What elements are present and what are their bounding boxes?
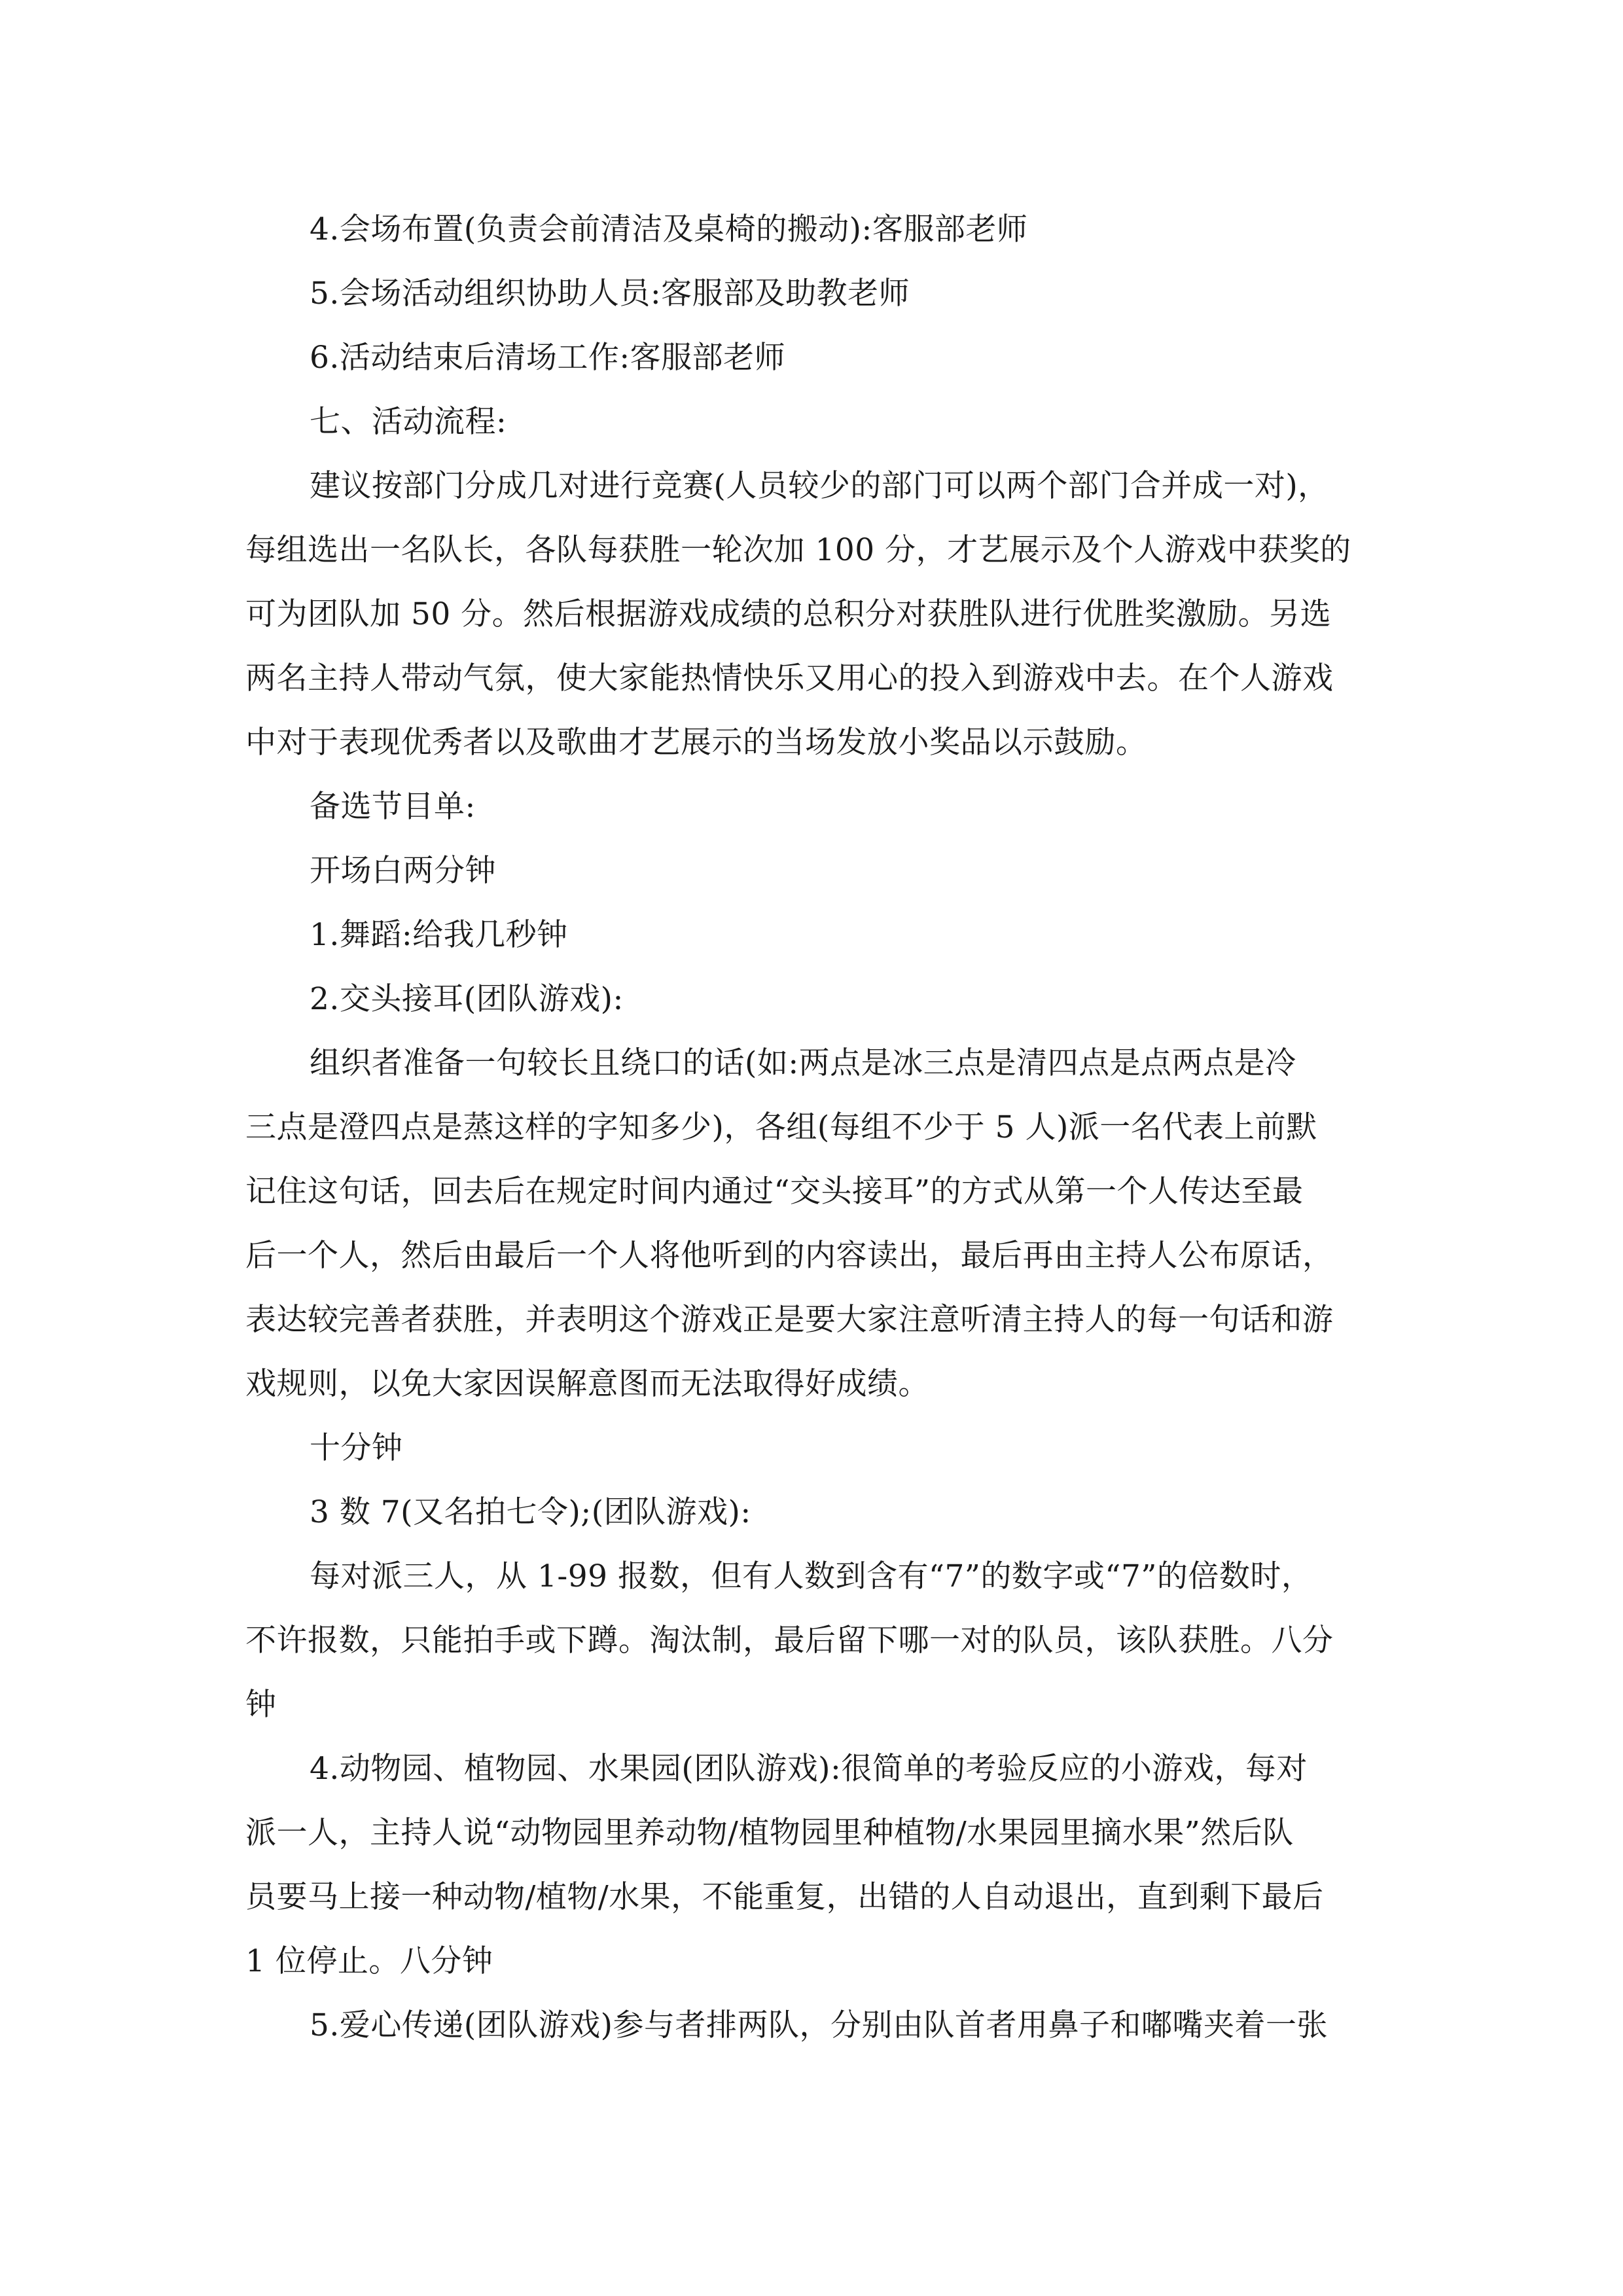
paragraph xyxy=(245,390,1378,454)
text-line: 备选节目单: xyxy=(310,789,476,825)
text-line: 不许报数，只能拍手或下蹲。淘汰制，最后留下哪一对的队员，该队获胜。八分 xyxy=(245,1623,1334,1659)
paragraph xyxy=(245,326,1378,390)
text-line: 三点是澄四点是蒸这样的字知多少)，各组(每组不少于 5 人)派一名代表上前默 xyxy=(245,1109,1317,1145)
text-line: 4.动物园、植物园、水果园(团队游戏):很简单的考验反应的小游戏，每对 xyxy=(310,1751,1308,1787)
paragraph xyxy=(245,198,1378,262)
text-line: 中对于表现优秀者以及歌曲才艺展示的当场发放小奖品以示鼓励。 xyxy=(245,725,1147,761)
paragraph xyxy=(245,262,1378,326)
paragraph xyxy=(245,1031,1378,1416)
text-line: 组织者准备一句较长且绕口的话(如:两点是冰三点是清四点是点两点是冷 xyxy=(310,1045,1296,1081)
text-line: 七、活动流程: xyxy=(310,404,507,440)
paragraph xyxy=(245,903,1378,967)
paragraph xyxy=(245,1737,1378,1994)
text-line: 5.会场活动组织协助人员:客服部及助教老师 xyxy=(310,276,910,312)
text-line: 建议按部门分成几对进行竞赛(人员较少的部门可以两个部门合并成一对)， xyxy=(310,468,1329,504)
text-line: 每对派三人，从 1-99 报数，但有人数到含有“7”的数字或“7”的倍数时， xyxy=(310,1558,1313,1594)
text-line: 派一人，主持人说“动物园里养动物/植物园里种植物/水果园里摘水果”然后队 xyxy=(245,1815,1294,1851)
paragraph xyxy=(245,454,1378,775)
text-line: 4.会场布置(负责会前清洁及桌椅的搬动):客服部老师 xyxy=(310,211,1028,247)
text-line: 每组选出一名队长，各队每获胜一轮次加 100 分，才艺展示及个人游戏中获奖的 xyxy=(245,532,1351,568)
text-line: 后一个人，然后由最后一个人将他听到的内容读出，最后再由主持人公布原话， xyxy=(245,1238,1334,1274)
paragraph xyxy=(245,839,1378,903)
text-line: 5.爱心传递(团队游戏)参与者排两队，分别由队首者用鼻子和嘟嘴夹着一张 xyxy=(310,2007,1329,2043)
text-line: 开场白两分钟 xyxy=(310,853,496,889)
document-body xyxy=(245,198,1378,2058)
paragraph xyxy=(245,775,1378,839)
paragraph xyxy=(245,967,1378,1031)
text-line: 可为团队加 50 分。然后根据游戏成绩的总积分对获胜队进行优胜奖激励。另选 xyxy=(245,596,1332,632)
text-line: 两名主持人带动气氛，使大家能热情快乐又用心的投入到游戏中去。在个人游戏 xyxy=(245,660,1334,696)
text-line: 2.交头接耳(团队游戏): xyxy=(310,981,624,1017)
text-line: 戏规则，以免大家因误解意图而无法取得好成绩。 xyxy=(245,1366,929,1402)
text-line: 表达较完善者获胜，并表明这个游戏正是要大家注意听清主持人的每一句话和游 xyxy=(245,1302,1334,1338)
paragraph xyxy=(245,1480,1378,1545)
text-line: 钟 xyxy=(245,1687,277,1723)
text-line: 6.活动结束后清场工作:客服部老师 xyxy=(310,340,786,376)
text-line: 1 位停止。八分钟 xyxy=(245,1943,493,1979)
paragraph xyxy=(245,1416,1378,1480)
text-line: 十分钟 xyxy=(310,1430,403,1466)
text-line: 记住这句话，回去后在规定时间内通过“交头接耳”的方式从第一个人传达至最 xyxy=(245,1174,1304,1210)
paragraph xyxy=(245,1994,1378,2058)
text-line: 3 数 7(又名拍七令);(团队游戏): xyxy=(310,1494,751,1530)
text-line: 1.舞蹈:给我几秒钟 xyxy=(310,917,568,953)
paragraph xyxy=(245,1545,1378,1737)
text-line: 员要马上接一种动物/植物/水果，不能重复，出错的人自动退出，直到剩下最后 xyxy=(245,1879,1324,1915)
